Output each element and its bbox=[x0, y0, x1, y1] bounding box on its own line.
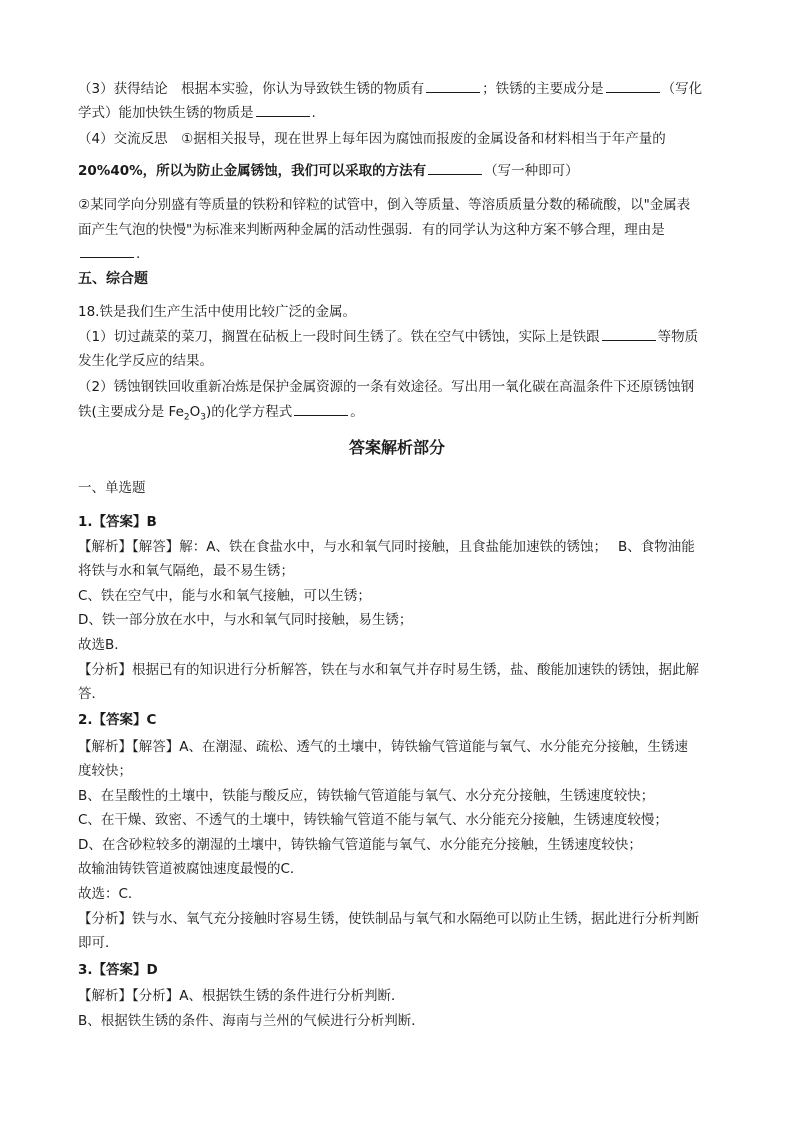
answer-2-line-7: 故选：C． bbox=[78, 886, 142, 902]
q3-line-1 bbox=[78, 80, 702, 98]
answer-2-head: 2.【答案】C bbox=[78, 712, 157, 728]
section-heading-5: 五、综合题 bbox=[78, 271, 148, 287]
text: （写一种即可） bbox=[484, 163, 579, 179]
answer-2-line-4: C、在干燥、致密、不透气的土壤中，铸铁输气管道不能与氧气、水分能充分接触，生锈速度较慢； bbox=[78, 812, 668, 828]
answer-1-line-5: 故选B． bbox=[78, 637, 128, 653]
text: . bbox=[311, 105, 316, 121]
q18-part2-line-2 bbox=[78, 403, 364, 421]
text: 学式）能加快铁生锈的物质是 bbox=[78, 105, 254, 121]
subscript: 2 bbox=[183, 412, 190, 423]
q3-line-2 bbox=[78, 104, 316, 122]
answer-2-line-2: 度较快； bbox=[78, 763, 132, 779]
text: 。 bbox=[350, 404, 364, 420]
q18-part2-line-1: （2）锈蚀钢铁回收重新冶炼是保护金属资源的一条有效途径。写出用一氧化碳在高温条件下还原锈蚀钢 bbox=[78, 379, 695, 395]
answer-blank bbox=[426, 80, 480, 93]
q4-line-2 bbox=[78, 162, 579, 180]
q4-line-4: 面产生气泡的快慢"为标准来判断两种金属的活动性强弱．有的同学认为这种方案不够合理，理由是 bbox=[78, 222, 665, 238]
text: O bbox=[189, 404, 201, 420]
answer-2-line-5: D、在含砂粒较多的潮湿的土壤中，铸铁输气管道能与氧气、水分能充分接触，生锈速度较快； bbox=[78, 837, 642, 853]
q4-line-1: （4）交流反思 ①据相关报导，现在世界上每年因为腐蚀而报废的金属设备和材料相当于年产量的 bbox=[78, 131, 666, 147]
answer-1-line-4: D、铁一部分放在水中，与水和氧气同时接触，易生锈； bbox=[78, 612, 413, 628]
answer-2-line-8: 【分析】铁与水、氧气充分接触时容易生锈，使铁制品与氧气和水隔绝可以防止生锈，据此进行分析判断 bbox=[78, 911, 699, 927]
answer-2-line-6: 故输油铸铁管道被腐蚀速度最慢的C． bbox=[78, 861, 304, 877]
text: 20%40%，所以为防止金属锈蚀，我们可以采取的方法有 bbox=[78, 163, 427, 179]
answer-3-head: 3.【答案】D bbox=[78, 962, 158, 978]
answer-blank bbox=[80, 245, 134, 258]
answer-2-line-3: B、在呈酸性的土壤中，铁能与酸反应，铸铁输气管道能与氧气、水分充分接触，生锈速度较快； bbox=[78, 788, 655, 804]
answer-1-line-2: 将铁与水和氧气隔绝，最不易生锈； bbox=[78, 563, 294, 579]
answer-section-title: 答案解析部分 bbox=[348, 438, 445, 457]
text: （写化 bbox=[661, 81, 703, 97]
answer-2-line-9: 即可． bbox=[78, 935, 119, 951]
answer-blank bbox=[256, 104, 310, 117]
q4-line-5 bbox=[78, 245, 140, 263]
answer-3-line-2: B、根据铁生锈的条件、海南与兰州的气候进行分析判断． bbox=[78, 1013, 425, 1029]
q18-part1-line-1 bbox=[78, 328, 698, 346]
section-heading-1: 一、单选题 bbox=[78, 480, 146, 496]
q18-part1-line-2: 发生化学反应的结果。 bbox=[78, 353, 213, 369]
text: ；铁锈的主要成分是 bbox=[482, 81, 604, 97]
answer-2-line-1: 【解析】【解答】A、在潮湿、疏松、透气的土壤中，铸铁输气管道能与氧气、水分能充分接触，生锈速 bbox=[78, 739, 688, 755]
answer-1-line-6: 【分析】根据已有的知识进行分析解答，铁在与水和氧气并存时易生锈，盐、酸能加速铁的锈蚀，据此解 bbox=[78, 662, 699, 678]
answer-1-head: 1.【答案】B bbox=[78, 514, 157, 530]
text: . bbox=[136, 246, 141, 262]
answer-blank bbox=[602, 328, 656, 341]
answer-1-line-1: 【解析】【解答】解：A、铁在食盐水中，与水和氧气同时接触，且食盐能加速铁的锈蚀； B、食物油能 bbox=[78, 539, 695, 555]
answer-1-line-7: 答． bbox=[78, 686, 105, 702]
answer-1-line-3: C、铁在空气中，能与水和氧气接触，可以生锈； bbox=[78, 588, 371, 604]
text: )的化学方程式 bbox=[206, 404, 293, 420]
subscript: 3 bbox=[200, 412, 206, 423]
answer-blank bbox=[428, 162, 482, 175]
q4-line-3: ②某同学向分别盛有等质量的铁粉和锌粒的试管中，倒入等质量、等溶质质量分数的稀硫酸，以"金属表 bbox=[78, 197, 691, 213]
answer-blank bbox=[606, 80, 660, 93]
answer-blank bbox=[294, 403, 348, 416]
answer-3-line-1: 【解析】【分析】A、根据铁生锈的条件进行分析判断． bbox=[78, 988, 405, 1004]
text: 铁(主要成分是 Fe bbox=[78, 404, 184, 420]
text: （1）切过蔬菜的菜刀，搁置在砧板上一段时间生锈了。铁在空气中锈蚀，实际上是铁跟 bbox=[78, 329, 600, 345]
text: （3）获得结论 根据本实验，你认为导致铁生锈的物质有 bbox=[78, 81, 425, 97]
q18-intro: 18.铁是我们生产生活中使用比较广泛的金属。 bbox=[78, 304, 356, 320]
text: 等物质 bbox=[657, 329, 699, 345]
